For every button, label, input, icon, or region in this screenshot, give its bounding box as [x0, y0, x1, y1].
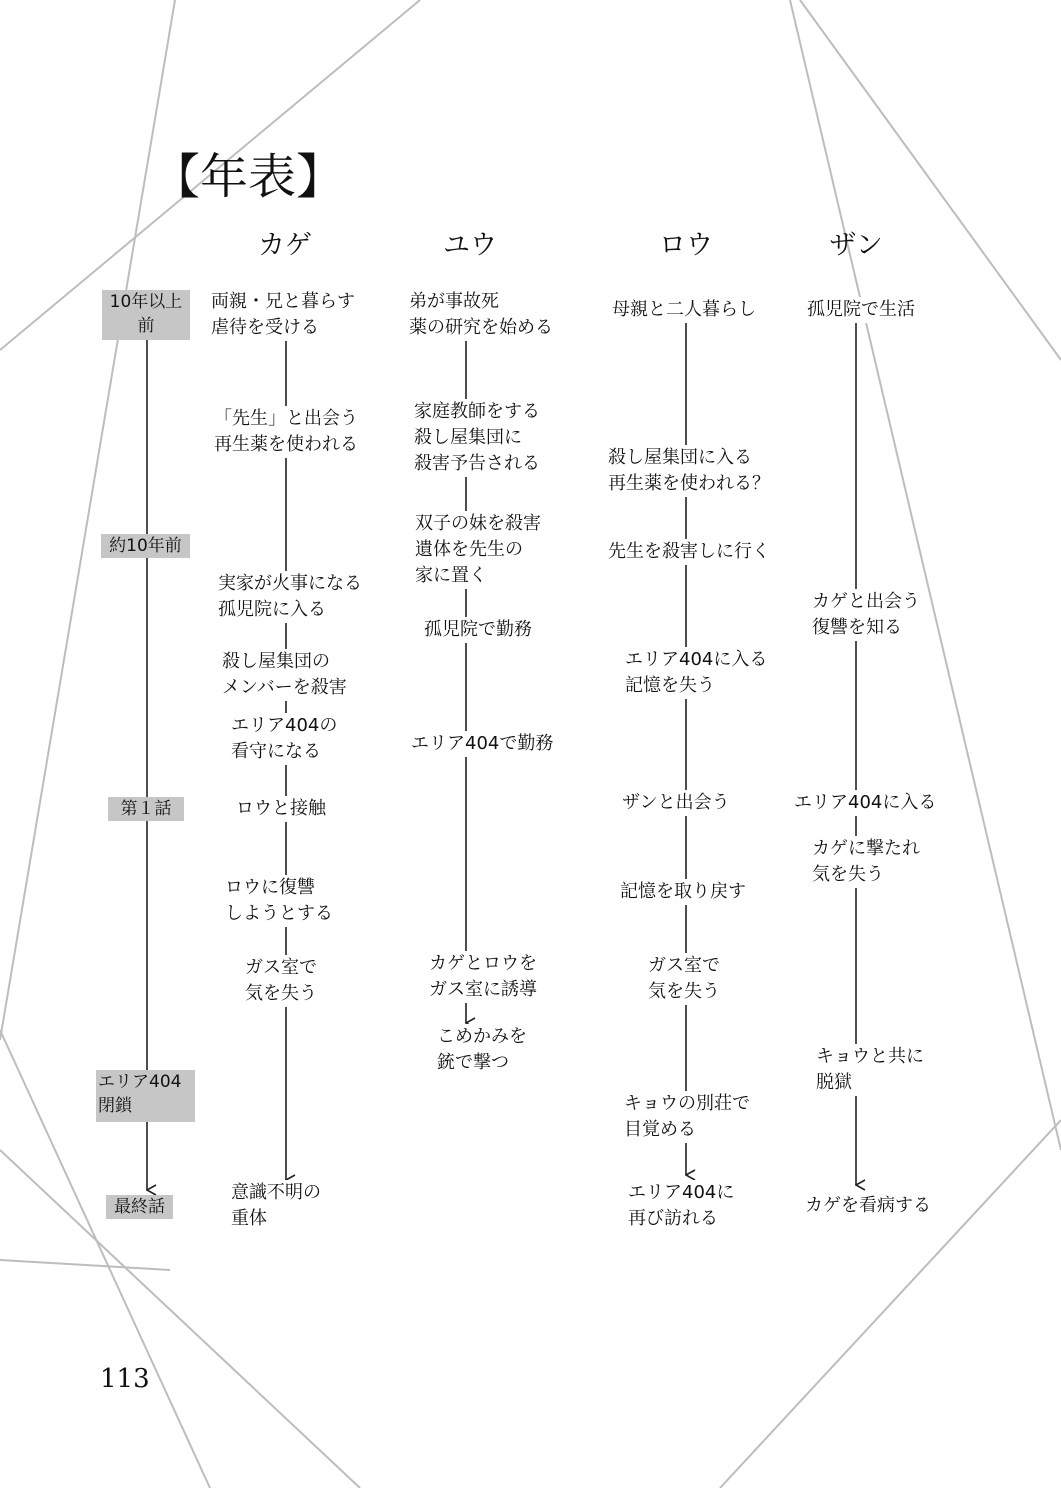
stage-label: 最終話	[106, 1195, 173, 1219]
column-header-zan: ザン	[829, 230, 883, 261]
event-kage: 「先生」と出会う 再生薬を使われる	[213, 406, 359, 458]
event-rou: 母親と二人暮らし	[611, 297, 757, 323]
event-kage: ロウと接触	[235, 796, 327, 822]
event-yuu: カゲとロウを ガス室に誘導	[428, 951, 538, 1003]
event-zan: 孤児院で生活	[806, 297, 916, 323]
event-yuu: 双子の妹を殺害 遺体を先生の 家に置く	[414, 511, 542, 589]
event-zan: カゲと出会う 復讐を知る	[811, 589, 921, 641]
event-rou: エリア404に 再び訪れる	[627, 1180, 735, 1232]
column-header-rou: ロウ	[659, 230, 713, 261]
stage-label: 第１話	[108, 797, 184, 821]
event-kage: 殺し屋集団の メンバーを殺害	[221, 649, 348, 701]
event-rou: ガス室で 気を失う	[647, 953, 721, 1005]
column-header-kage: カゲ	[258, 230, 312, 261]
event-rou: エリア404に入る 記憶を失う	[624, 647, 768, 699]
event-yuu: こめかみを 銃で撃つ	[436, 1024, 528, 1076]
event-yuu: エリア404で勤務	[410, 731, 554, 757]
event-zan: カゲを看病する	[804, 1193, 932, 1219]
event-rou: 先生を殺害しに行く	[607, 539, 771, 565]
event-zan: エリア404に入る	[793, 790, 937, 816]
stage-label: エリア404 閉鎖	[96, 1070, 195, 1122]
event-kage: ガス室で 気を失う	[244, 955, 318, 1007]
event-rou: 殺し屋集団に入る 再生薬を使われる？	[607, 445, 771, 497]
event-kage: エリア404の 看守になる	[230, 713, 338, 765]
stage-label: 約10年前	[101, 534, 190, 558]
event-rou: ザンと出会う	[621, 790, 731, 816]
event-yuu: 弟が事故死 薬の研究を始める	[408, 289, 554, 341]
page-number: 113	[100, 1364, 150, 1394]
event-kage: 実家が火事になる 孤児院に入る	[217, 571, 363, 623]
event-rou: キョウの別荘で 目覚める	[623, 1091, 751, 1143]
event-zan: キョウと共に 脱獄	[815, 1044, 925, 1096]
event-kage: 意識不明の 重体	[230, 1180, 322, 1232]
column-header-yuu: ユウ	[443, 230, 497, 261]
event-zan: カゲに撃たれ 気を失う	[811, 836, 921, 888]
event-kage: 両親・兄と暮らす 虐待を受ける	[210, 289, 356, 341]
event-rou: 記憶を取り戻す	[619, 879, 747, 905]
event-kage: ロウに復讐 しようとする	[224, 875, 334, 927]
event-yuu: 孤児院で勤務	[423, 617, 533, 643]
chronology-title: 【年表】	[152, 149, 345, 205]
stage-label: 10年以上 前	[102, 290, 190, 340]
event-yuu: 家庭教師をする 殺し屋集団に 殺害予告される	[413, 399, 541, 477]
